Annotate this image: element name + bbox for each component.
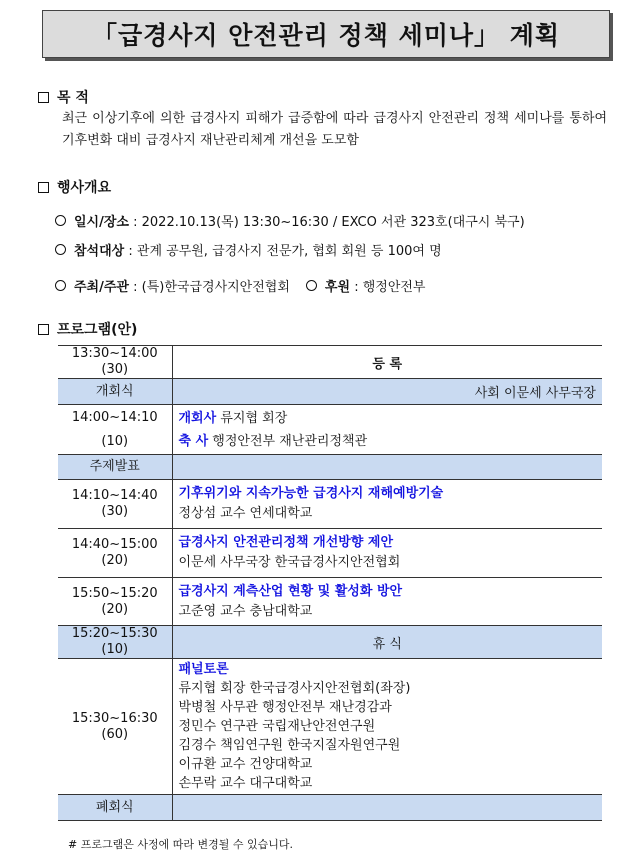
time-range: 13:30~14:00 bbox=[71, 346, 158, 361]
talk-title: 급경사지 안전관리정책 개선방향 제안 bbox=[178, 535, 394, 550]
table-row-break bbox=[58, 626, 602, 659]
overview-heading-label: 행사개요 bbox=[57, 180, 112, 196]
duration: (20) bbox=[101, 601, 129, 617]
topics-label: 주제발표 bbox=[58, 455, 172, 480]
panel-member: 박병철 사무관 행정안전부 재난경감과 bbox=[178, 700, 392, 715]
panel-cell bbox=[172, 659, 602, 795]
time-range: 15:50~15:20 bbox=[71, 585, 158, 601]
circle-bullet-icon bbox=[306, 280, 317, 291]
program-note: # 프로그램은 사정에 따라 변경될 수 있습니다. bbox=[68, 838, 293, 851]
table-row-opening bbox=[58, 379, 602, 405]
panel-member: 정민수 연구관 국립재난안전연구원 bbox=[178, 719, 376, 734]
document-title: 「급경사지 안전관리 정책 세미나」 계획 bbox=[42, 10, 610, 58]
duration: (10) bbox=[101, 433, 129, 449]
time-range: 14:40~15:00 bbox=[71, 537, 158, 552]
square-bullet-icon bbox=[38, 182, 49, 193]
list-item bbox=[179, 407, 597, 430]
table-row-talk bbox=[58, 480, 602, 529]
time-range: 15:30~16:30 bbox=[71, 710, 158, 726]
speech-title: 축 사 bbox=[178, 433, 209, 449]
purpose-heading bbox=[38, 87, 89, 107]
program-heading bbox=[38, 319, 137, 339]
table-row-closing bbox=[58, 795, 602, 821]
talk-title: 기후위기와 지속가능한 급경사지 재해예방기술 bbox=[178, 486, 444, 501]
topics-empty-cell bbox=[172, 455, 602, 480]
duration: (60) bbox=[101, 726, 129, 742]
attendee-value: : 관계 공무원, 급경사지 전문가, 협회 회원 등 100여 명 bbox=[128, 244, 442, 259]
table-row-talk bbox=[58, 529, 602, 578]
time-range: 14:00~14:10 bbox=[71, 409, 158, 425]
table-row-panel bbox=[58, 659, 602, 795]
host-label: 주최/주관 bbox=[74, 280, 129, 295]
time-cell bbox=[58, 659, 172, 795]
speech-speaker: 행정안전부 재난관리정책관 bbox=[212, 433, 368, 449]
program-heading-label: 프로그램(안) bbox=[57, 322, 138, 338]
overview-datetime bbox=[55, 211, 525, 230]
sponsor-value: : 행정안전부 bbox=[354, 280, 426, 295]
circle-bullet-icon bbox=[55, 244, 66, 255]
table-row-opening-speech bbox=[58, 405, 602, 455]
registration-label: 등 록 bbox=[172, 346, 602, 379]
attendee-label: 참석대상 bbox=[74, 244, 125, 259]
panel-member: 이규환 교수 건양대학교 bbox=[178, 757, 313, 772]
circle-bullet-icon bbox=[55, 215, 66, 226]
overview-host bbox=[55, 276, 426, 295]
panel-member: 김경수 책임연구원 한국지질자원연구원 bbox=[178, 738, 401, 753]
time-cell bbox=[58, 346, 172, 379]
time-cell bbox=[58, 529, 172, 578]
talk-speaker: 정상섬 교수 연세대학교 bbox=[178, 506, 313, 521]
program-table bbox=[58, 345, 602, 821]
duration: (10) bbox=[101, 642, 129, 657]
sponsor-label: 후원 bbox=[324, 280, 351, 295]
panel-title: 패널토론 bbox=[178, 662, 229, 677]
time-cell bbox=[58, 405, 172, 455]
talk-title: 급경사지 계측산업 현황 및 활성화 방안 bbox=[178, 583, 403, 599]
time-cell bbox=[58, 626, 172, 659]
square-bullet-icon bbox=[38, 324, 49, 335]
time-cell bbox=[58, 480, 172, 529]
talk-cell bbox=[172, 529, 602, 578]
panel-member: 류지협 회장 한국급경사지안전협회(좌장) bbox=[178, 681, 411, 696]
overview-heading bbox=[38, 177, 111, 197]
speech-speaker: 류지협 회장 bbox=[220, 410, 288, 426]
time-range: 14:10~14:40 bbox=[71, 488, 158, 503]
table-row-registration bbox=[58, 346, 602, 379]
closing-empty-cell bbox=[172, 795, 602, 821]
time-cell bbox=[58, 578, 172, 626]
talk-cell bbox=[172, 578, 602, 626]
talk-speaker: 고준영 교수 충남대학교 bbox=[178, 603, 313, 619]
table-row-talk bbox=[58, 578, 602, 626]
duration: (30) bbox=[101, 362, 129, 377]
host-value: : (특)한국급경사지안전협회 bbox=[133, 280, 290, 295]
purpose-heading-label: 목 적 bbox=[57, 90, 89, 106]
break-label: 휴 식 bbox=[172, 626, 602, 659]
circle-bullet-icon bbox=[55, 280, 66, 291]
datetime-label: 일시/장소 bbox=[74, 215, 129, 230]
closing-label: 폐회식 bbox=[58, 795, 172, 821]
datetime-value: : 2022.10.13(목) 13:30~16:30 / EXCO 서관 323호(대구시 북구) bbox=[133, 215, 525, 230]
speech-title: 개회사 bbox=[178, 410, 217, 426]
talk-speaker: 이문세 사무국장 한국급경사지안전협회 bbox=[178, 555, 401, 570]
purpose-text: 최근 이상기후에 의한 급경사지 피해가 급증함에 따라 급경사지 안전관리 정책 세미나를 통하여 기후변화 대비 급경사지 재난관리체계 개선을 도모함 bbox=[62, 111, 607, 148]
list-item bbox=[179, 430, 597, 453]
duration: (30) bbox=[101, 504, 129, 519]
panel-member: 손무락 교수 대구대학교 bbox=[178, 776, 313, 791]
opening-speech-cell bbox=[172, 405, 602, 455]
square-bullet-icon bbox=[38, 92, 49, 103]
opening-host: 사회 이문세 사무국장 bbox=[172, 379, 602, 405]
time-range: 15:20~15:30 bbox=[71, 626, 158, 641]
opening-label: 개회식 bbox=[58, 379, 172, 405]
talk-cell bbox=[172, 480, 602, 529]
duration: (20) bbox=[101, 553, 129, 568]
overview-attendees bbox=[55, 240, 442, 259]
table-row-topics bbox=[58, 455, 602, 480]
